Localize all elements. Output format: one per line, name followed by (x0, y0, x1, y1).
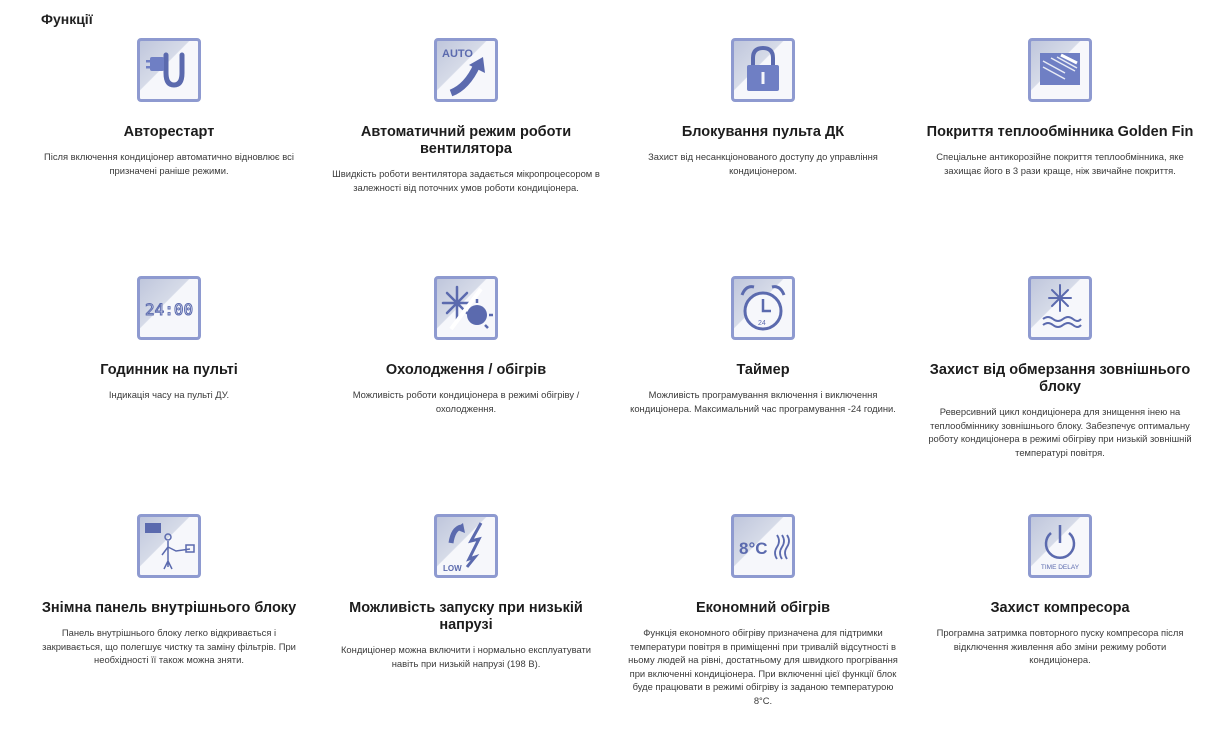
feature-description: Можливість роботи кондиціонера в режимі обігріву / охолодження. (352, 389, 580, 414)
feature-description: Спеціальне антикорозійне покриття теплообмінника, яке захищає його в 3 рази краще, ніж звичайне покриття. (936, 151, 1184, 176)
auto-fan-icon (434, 38, 498, 102)
removable-panel-icon (137, 514, 201, 578)
feature-title: Охолодження / обігрів (385, 362, 547, 378)
feature-description: Можливість програмування включення і виключення кондиціонера. Максимальний час програмування -24 години. (630, 389, 896, 414)
low-voltage-icon (434, 514, 498, 578)
feature-card (28, 38, 310, 177)
section-title: Функції (41, 11, 93, 27)
feature-card (28, 514, 310, 667)
feature-title: Захист від обмерзання зовнішнього блоку (929, 362, 1191, 395)
eco-temperature: 8°C (739, 539, 768, 558)
feature-title: Годинник на пульті (100, 362, 238, 378)
snowflake-sun-icon (434, 276, 498, 340)
feature-title: Захист компресора (990, 600, 1130, 616)
feature-description: Реверсивний цикл кондиціонера для знищення інею на теплообміннику зовнішнього блоку. Забезпечує оптимальну роботу кондиціонера в режимі обігріву при низькій зовнішній температурі повітря. (928, 406, 1192, 458)
clock-digits: 24:00 (145, 300, 194, 319)
feature-card (325, 276, 607, 415)
feature-title: Покриття теплообмінника Golden Fin (926, 124, 1194, 140)
features-row (28, 276, 1200, 514)
alarm-clock-icon (731, 276, 795, 340)
heat-exchanger-icon (1028, 38, 1092, 102)
time-delay-label: TIME DELAY (1040, 564, 1080, 571)
features-row (28, 38, 1200, 276)
feature-title: Можливість запуску при низькій напрузі (349, 600, 583, 633)
feature-card (325, 514, 607, 670)
feature-card (622, 514, 904, 707)
power-delay-icon (1028, 514, 1092, 578)
feature-title: Автоматичний режим роботи вентилятора (360, 124, 572, 157)
feature-title: Таймер (736, 362, 790, 378)
feature-title: Знімна панель внутрішнього блоку (41, 600, 297, 616)
feature-card (28, 276, 310, 402)
feature-card (919, 276, 1201, 459)
feature-description: Панель внутрішнього блоку легко відкривається і закривається, що полегшує чистку та заміну фільтрів. При необхідності її також можна зняти. (42, 627, 296, 665)
feature-description: Функція економного обігріву призначена для підтримки температури повітря в приміщенні при тривалій відсутності в ньому людей на рівні, достатньому для швидкого прогрівання при включенні кондиціонера. При включенні цієї функції блок буде працювати в режимі обігріву із заданою температурою 8°C. (628, 627, 898, 706)
lock-icon (731, 38, 795, 102)
feature-title: Економний обігрів (695, 600, 831, 616)
feature-description: Програмна затримка повторного пуску компресора після відключення живлення або зміни режиму роботи кондиціонера. (936, 627, 1184, 665)
feature-description: Захист від несанкціонованого доступу до управління кондиціонером. (648, 151, 878, 176)
anti-freeze-icon (1028, 276, 1092, 340)
feature-description: Індикація часу на пульті ДУ. (108, 389, 230, 400)
auto-label: AUTO (442, 48, 473, 60)
feature-title: Авторестарт (123, 124, 215, 140)
plug-icon (137, 38, 201, 102)
features-row (28, 514, 1200, 752)
eco-heating-icon (731, 514, 795, 578)
feature-card (622, 38, 904, 177)
feature-title: Блокування пульта ДК (681, 124, 845, 140)
feature-card (622, 276, 904, 415)
feature-card (325, 38, 607, 194)
features-grid (28, 38, 1200, 752)
feature-card (919, 38, 1201, 177)
timer-hours: 24 (758, 320, 766, 327)
low-label: LOW (443, 564, 462, 573)
clock-display-icon (137, 276, 201, 340)
feature-card (919, 514, 1201, 667)
feature-description: Швидкість роботи вентилятора задається мікропроцесором в залежності від поточних умов роботи кондиціонера. (332, 168, 600, 193)
feature-description: Після включення кондиціонер автоматично відновлює всі призначені раніше режими. (44, 151, 294, 176)
feature-description: Кондиціонер можна включити і нормально експлуатувати навіть при низькій напрузі (198 В). (340, 644, 592, 669)
